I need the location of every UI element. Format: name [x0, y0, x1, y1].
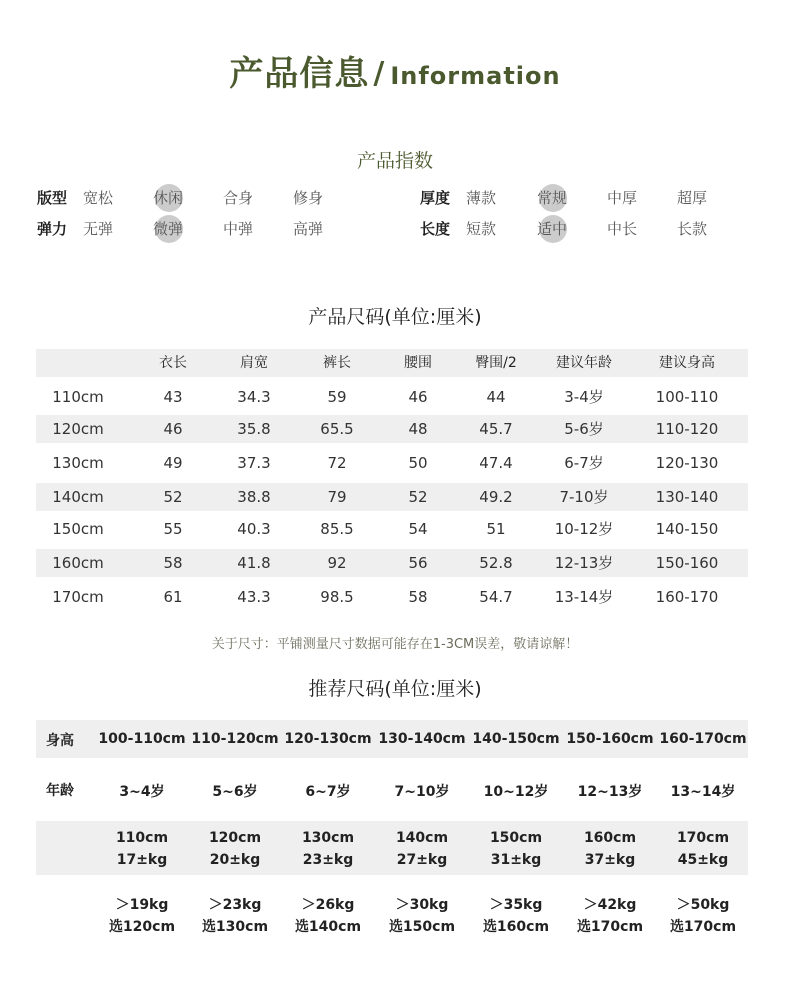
index-option: 修身	[293, 189, 324, 207]
recommend-cell: 选130cm	[201, 919, 269, 935]
index-label: 版型	[37, 189, 68, 207]
index-option: 宽松	[83, 189, 114, 207]
recommend-cell: 选170cm	[576, 919, 644, 935]
table-cell: 7-10岁	[559, 488, 609, 506]
table-cell: 51	[486, 520, 506, 538]
table-cell: 5-6岁	[564, 420, 604, 438]
recommend-cell: ＞19kg	[115, 897, 169, 913]
table-cell: 98.5	[320, 588, 354, 606]
header-title-cn: 产品信息	[229, 54, 370, 94]
index-option: 高弹	[293, 220, 324, 238]
recommend-row-age	[36, 772, 748, 808]
recommend-cell: 150cm	[489, 830, 543, 846]
table-cell: 72	[327, 454, 347, 472]
table-cell: 50	[408, 454, 428, 472]
table-cell: 35.8	[237, 420, 271, 438]
recommend-cell: ＞35kg	[489, 897, 543, 913]
recommend-cell: 选140cm	[294, 919, 362, 935]
table-cell: 56	[408, 554, 428, 572]
table-header-cell: 腰围	[404, 355, 432, 371]
table-cell: 12-13岁	[554, 554, 614, 572]
table-header-cell: 肩宽	[240, 355, 268, 371]
index-panel	[0, 186, 790, 246]
recommend-cell: 3~4岁	[119, 784, 165, 800]
table-cell: 52	[163, 488, 183, 506]
index-option: 常规	[537, 189, 568, 207]
table-cell: 160-170	[655, 588, 719, 606]
recommend-cell: 170cm	[676, 830, 730, 846]
index-label: 弹力	[37, 220, 68, 238]
table-cell: 48	[408, 420, 428, 438]
table-row	[36, 515, 748, 543]
table-cell: 92	[327, 554, 347, 572]
recommend-cell: 150-160cm	[566, 731, 654, 747]
table-cell: 10-12岁	[554, 520, 614, 538]
table-cell: 170cm	[52, 588, 104, 606]
table-header-cell: 臀围/2	[475, 355, 517, 371]
table-cell: 46	[163, 420, 183, 438]
recommend-cell: 7~10岁	[394, 784, 450, 800]
recommend-cell: 160-170cm	[659, 731, 747, 747]
table-header-row	[36, 349, 748, 377]
table-cell: 65.5	[320, 420, 354, 438]
recommend-cell: 37±kg	[584, 852, 636, 868]
table-cell: 38.8	[237, 488, 271, 506]
recommend-row-height	[36, 720, 748, 758]
table-header-cell: 衣长	[159, 355, 187, 371]
recommend-cell: 140-150cm	[472, 731, 560, 747]
table-header-cell: 裤长	[323, 355, 351, 371]
recommend-cell: 选120cm	[108, 919, 176, 935]
table-row	[36, 383, 748, 411]
table-cell: 58	[163, 554, 183, 572]
table-cell: 45.7	[479, 420, 513, 438]
index-option: 薄款	[466, 189, 497, 207]
index-row-length	[0, 217, 790, 241]
recommend-cell: 选160cm	[482, 919, 550, 935]
recommend-cell: 110cm	[115, 830, 169, 846]
table-cell: 3-4岁	[564, 388, 604, 406]
table-cell: 44	[486, 388, 506, 406]
table-cell: 110-120	[655, 420, 719, 438]
recommend-cell: 140cm	[395, 830, 449, 846]
table-row	[36, 583, 748, 611]
table-cell: 43	[163, 388, 183, 406]
recommend-cell: 6~7岁	[305, 784, 351, 800]
index-option: 中厚	[607, 189, 638, 207]
size-note: 关于尺寸：平铺测量尺寸数据可能存在1-3CM误差，敬请谅解！	[211, 637, 579, 652]
table-cell: 130-140	[655, 488, 719, 506]
table-cell: 43.3	[237, 588, 271, 606]
table-cell: 40.3	[237, 520, 271, 538]
recommend-cell: 17±kg	[116, 852, 168, 868]
index-row-thickness	[0, 186, 790, 210]
index-option: 适中	[537, 220, 568, 238]
recommend-cell: 选150cm	[388, 919, 456, 935]
recommend-cell: ＞30kg	[395, 897, 449, 913]
recommend-cell: ＞42kg	[583, 897, 637, 913]
recommend-cell: 45±kg	[677, 852, 729, 868]
table-cell: 54.7	[479, 588, 513, 606]
size-table	[36, 349, 748, 613]
recommend-cell: ＞26kg	[301, 897, 355, 913]
recommend-cell: ＞23kg	[208, 897, 262, 913]
index-option: 超厚	[677, 189, 708, 207]
recommend-cell: 31±kg	[490, 852, 542, 868]
header-title-en: Information	[390, 62, 561, 90]
table-cell: 160cm	[52, 554, 104, 572]
index-option: 休闲	[153, 189, 184, 207]
recommend-cell: 110-120cm	[191, 731, 279, 747]
table-cell: 13-14岁	[554, 588, 614, 606]
recommend-cell: 12~13岁	[577, 784, 643, 800]
table-cell: 120cm	[52, 420, 104, 438]
table-cell: 41.8	[237, 554, 271, 572]
page-header	[0, 44, 790, 94]
table-cell: 54	[408, 520, 428, 538]
index-label: 长度	[420, 220, 451, 238]
table-cell: 58	[408, 588, 428, 606]
table-cell: 140-150	[655, 520, 719, 538]
recommend-cell: 23±kg	[302, 852, 354, 868]
recommend-cell: 160cm	[583, 830, 637, 846]
recommend-cell: 10~12岁	[483, 784, 549, 800]
table-cell: 110cm	[52, 388, 104, 406]
index-option: 合身	[223, 189, 254, 207]
table-cell: 79	[327, 488, 347, 506]
table-cell: 52.8	[479, 554, 513, 572]
table-cell: 34.3	[237, 388, 271, 406]
table-row	[36, 549, 748, 577]
table-row	[36, 449, 748, 477]
size-table-title: 产品尺码(单位:厘米)	[308, 306, 482, 328]
index-option: 无弹	[83, 220, 114, 238]
recommend-cell: 27±kg	[396, 852, 448, 868]
table-cell: 55	[163, 520, 183, 538]
table-cell: 150cm	[52, 520, 104, 538]
recommend-cell: 120-130cm	[284, 731, 372, 747]
recommend-title: 推荐尺码(单位:厘米)	[308, 678, 482, 700]
table-cell: 6-7岁	[564, 454, 604, 472]
table-header-cell: 建议身高	[659, 355, 715, 371]
index-option: 短款	[466, 220, 497, 238]
index-label: 厚度	[420, 189, 451, 207]
header-slash: /	[373, 56, 385, 91]
table-cell: 150-160	[655, 554, 719, 572]
table-cell: 37.3	[237, 454, 271, 472]
recommend-cell: 5~6岁	[212, 784, 258, 800]
table-cell: 130cm	[52, 454, 104, 472]
recommend-cell: 130-140cm	[378, 731, 466, 747]
table-cell: 140cm	[52, 488, 104, 506]
recommend-table	[36, 720, 748, 950]
table-row	[36, 415, 748, 443]
table-cell: 100-110	[655, 388, 719, 406]
index-option: 中弹	[223, 220, 254, 238]
recommend-cell: 13~14岁	[670, 784, 736, 800]
table-header-cell: 建议年龄	[556, 355, 612, 371]
recommend-cell: 100-110cm	[98, 731, 186, 747]
recommend-cell: 130cm	[301, 830, 355, 846]
table-cell: 52	[408, 488, 428, 506]
table-cell: 46	[408, 388, 428, 406]
recommend-cell: ＞50kg	[676, 897, 730, 913]
table-cell: 47.4	[479, 454, 513, 472]
recommend-cell: 120cm	[208, 830, 262, 846]
table-cell: 61	[163, 588, 183, 606]
row-label: 身高	[46, 733, 74, 749]
table-cell: 59	[327, 388, 347, 406]
index-option: 微弹	[153, 220, 184, 238]
table-cell: 120-130	[655, 454, 719, 472]
index-option: 中长	[607, 220, 638, 238]
recommend-row-size-weight	[36, 821, 748, 875]
table-cell: 85.5	[320, 520, 354, 538]
index-title: 产品指数	[356, 150, 433, 172]
index-option: 长款	[677, 220, 708, 238]
recommend-row-over-weight	[36, 890, 748, 944]
row-label: 年龄	[46, 783, 74, 799]
table-row	[36, 483, 748, 511]
table-cell: 49	[163, 454, 183, 472]
table-cell: 49.2	[479, 488, 513, 506]
recommend-cell: 选170cm	[669, 919, 737, 935]
recommend-cell: 20±kg	[209, 852, 261, 868]
table-header-cell	[33, 349, 123, 377]
